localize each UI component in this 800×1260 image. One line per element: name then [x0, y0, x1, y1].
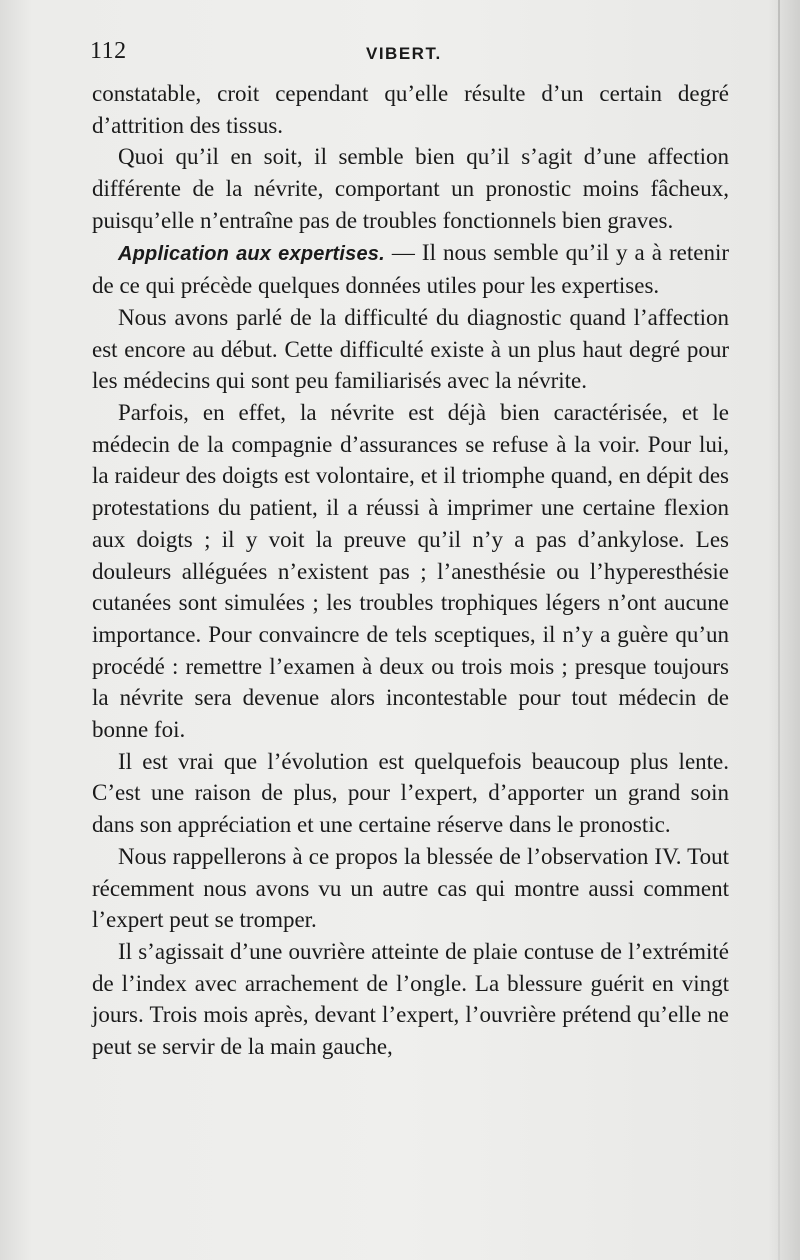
body-text: [92, 78, 729, 1063]
paragraph: [92, 936, 729, 1063]
paragraph: [92, 746, 729, 841]
paragraph-text: Il est vrai que l’évolution est quelquefois beaucoup plus lente. C’est une raison de plus, pour l’expert, d’apporter un grand soin dans son appréciation et une certaine réserve dans le pronostic.: [92, 748, 729, 838]
paragraph-text: Nous rappellerons à ce propos la blessée de l’observation IV. Tout récemment nous avons vu un autre cas qui montre aussi comment l’expert peut se tromper.: [92, 843, 729, 933]
paragraph-text: — Il nous semble qu’il y a à retenir de ce qui précède quelques données utiles pour les expertises.: [92, 239, 730, 299]
running-head: VIBERT.: [366, 44, 442, 63]
page-header: [90, 38, 730, 72]
paragraph-text: Parfois, en effet, la névrite est déjà bien caractérisée, et le médecin de la compagnie d’assurances se refuse à la voir. Pour lui, la raideur des doigts est volontaire, et il triomphe quand, en dépit des protestations du patient, il a réussi à imprimer une certaine flexion aux doigts ; il y voit la preuve qu’il n’y a pas d’ankylose. Les douleurs alléguées n’existent pas ; l’anesthésie ou l’hyperesthésie cutanées sont simulées ; les troubles trophiques légers n’ont aucune importance. Pour convaincre de tels sceptiques, il n’y a guère qu’un procédé : remettre l’examen à deux ou trois mois ; presque toujours la névrite sera devenue alors incontestable pour tout médecin de bonne foi.: [92, 400, 729, 743]
paragraph-text: constatable, croit cependant qu’elle résulte d’un certain degré d’attrition des tissus.: [92, 81, 729, 138]
paragraph: [92, 141, 729, 236]
paragraph-continuation: [92, 78, 729, 141]
paragraph: [92, 302, 729, 397]
paragraph-text: Il s’agissait d’une ouvrière atteinte de plaie contuse de l’extrémité de l’index avec arrachement de l’ongle. La blessure guérit en vingt jours. Trois mois après, devant l’expert, l’ouvrière prétend qu’elle ne peut se servir de la main gauche,: [92, 938, 729, 1060]
page-edge: [778, 0, 780, 1260]
page-number: 112: [90, 38, 127, 64]
paragraph: [92, 841, 729, 936]
paragraph-text: Quoi qu’il en soit, il semble bien qu’il s’agit d’une affection différente de la névrite, comportant un pronostic moins fâcheux, puisqu’elle n’entraîne pas de troubles fonctionnels bien graves.: [92, 144, 729, 233]
section-heading: Application aux expertises.: [118, 242, 385, 265]
paragraph-section: [92, 237, 729, 302]
paragraph: [92, 397, 729, 746]
paragraph-text: Nous avons parlé de la difficulté du diagnostic quand l’affection est encore au début. Cette difficulté existe à un plus haut degré pour les médecins qui sont peu familiarisés avec la névrite.: [92, 304, 729, 394]
